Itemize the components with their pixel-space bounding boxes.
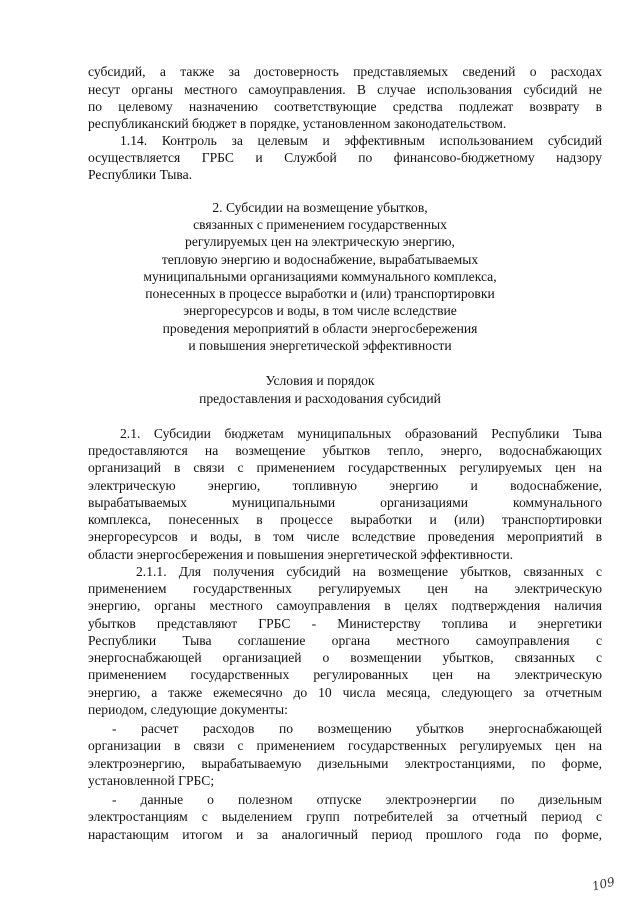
paragraph-line: 2.1. Субсидии бюджетам муниципальных образований Республики Тыва	[120, 426, 602, 441]
paragraph-line: осуществляется ГРБС и Службой по финансово-бюджетному надзору	[88, 150, 602, 165]
section-heading: тепловую энергию и водоснабжение, вырабатываемых	[161, 252, 479, 267]
section-heading: и повышения энергетической эффективности	[188, 338, 452, 353]
handwritten-page-number: 109	[590, 874, 617, 894]
section-heading: муниципальными организациями коммунального комплекса,	[143, 269, 497, 284]
section-heading: 2. Субсидии на возмещение убытков,	[212, 200, 428, 215]
paragraph-line: 2.1.1. Для получения субсидий на возмещение убытков, связанных с	[136, 564, 602, 579]
section-heading: энергоресурсов и воды, в том числе вследствие	[183, 303, 457, 318]
paragraph-line: применением государственных регулируемых цен на электрическую	[88, 581, 602, 596]
section-heading: понесенных в процессе выработки и (или) транспортировки	[145, 286, 495, 301]
paragraph-line: электроэнергию, вырабатываемую дизельными электростанциями, по форме,	[88, 756, 602, 771]
paragraph-line: Республики Тыва соглашение органа местного самоуправления с	[88, 633, 602, 648]
paragraph-line: вырабатываемых муниципальными организациями коммунального	[88, 495, 602, 510]
paragraph-line: нарастающим итогом и за аналогичный период прошлого года по форме,	[88, 827, 602, 842]
paragraph-line: энергоресурсов и воды, в том числе вследствие проведения мероприятий в	[88, 529, 602, 544]
subsection-heading: предоставления и расходования субсидий	[199, 391, 441, 406]
paragraph-line: 1.14. Контроль за целевым и эффективным использованием субсидий	[120, 133, 602, 148]
section-heading: проведения мероприятий в области энергосбережения	[162, 321, 478, 336]
paragraph-line: электрическую энергию, топливную энергию и водоснабжение,	[88, 478, 602, 493]
paragraph-line: применением государственных регулированных цен на электрическую	[88, 667, 602, 682]
paragraph-line: республиканский бюджет в порядке, установленном законодательством.	[88, 116, 507, 131]
subsection-heading: Условия и порядок	[265, 373, 375, 388]
paragraph-line: предоставляются на возмещение убытков тепло, энерго, водоснабжающих	[88, 443, 602, 458]
list-item-line: - расчет расходов по возмещению убытков энергоснабжающей	[112, 721, 602, 736]
paragraph-line: установленной ГРБС;	[88, 773, 215, 788]
paragraph-line: субсидий, а также за достоверность представляемых сведений о расходах	[88, 64, 602, 79]
paragraph-line: убытков представляют ГРБС - Министерству топлива и энергетики	[88, 616, 602, 631]
paragraph-line: по целевому назначению соответствующие средства подлежат возврату в	[88, 99, 602, 114]
section-heading: связанных с применением государственных	[193, 217, 447, 232]
paragraph-line: энергию, а также ежемесячно до 10 числа месяца, следующего за отчетным	[88, 685, 602, 700]
paragraph-line: периодом, следующие документы:	[88, 702, 288, 717]
paragraph-line: Республики Тыва.	[88, 167, 193, 182]
paragraph-line: электростанциям с выделением групп потребителей за отчетный период с	[88, 809, 602, 824]
paragraph-line: энергию, органы местного самоуправления в целях подтверждения наличия	[88, 598, 602, 613]
paragraph-line: комплекса, понесенных в процессе выработки и (или) транспортировки	[88, 512, 602, 527]
list-item-line: - данные о полезном отпуске электроэнергии по дизельным	[112, 792, 602, 807]
paragraph-line: несут органы местного самоуправления. В случае использования субсидий не	[88, 82, 602, 97]
paragraph-line: области энергосбережения и повышения энергетической эффективности.	[88, 547, 514, 562]
paragraph-line: организации в связи с применением государственных регулируемых цен на	[88, 738, 602, 753]
paragraph-line: организаций в связи с применением государственных регулируемых цен на	[88, 460, 602, 475]
section-heading: регулируемых цен на электрическую энергию,	[185, 234, 455, 249]
paragraph-line: энергоснабжающей организацией о возмещении убытков, связанных с	[88, 650, 602, 665]
